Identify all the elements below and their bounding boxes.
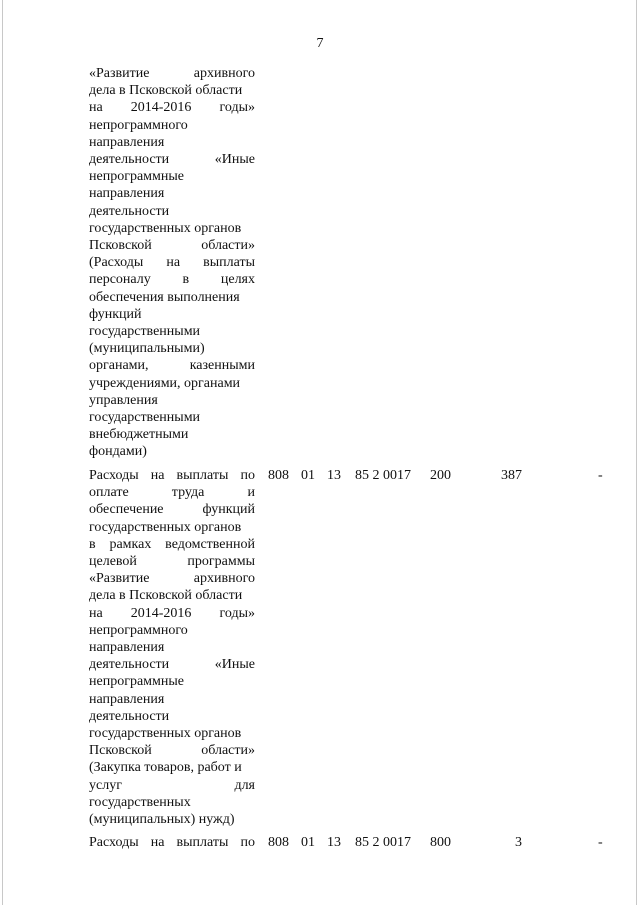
ministry-code: 808 xyxy=(268,468,289,483)
desc-line: Псковской области» xyxy=(89,743,255,759)
desc-line: обеспечения выполнения xyxy=(89,289,240,305)
section-code: 01 xyxy=(301,468,315,483)
desc-line: (Расходы на выплаты xyxy=(89,255,255,271)
target-article-code: 85 2 0017 xyxy=(355,468,411,483)
subsection-code: 13 xyxy=(327,468,341,483)
desc-line: направления xyxy=(89,640,165,656)
desc-line: персоналу в целях xyxy=(89,272,255,288)
desc-line: деятельности «Иные xyxy=(89,152,255,168)
desc-line: «Развитие архивного xyxy=(89,571,255,587)
amount-value: 387 xyxy=(501,468,522,483)
desc-line: направления xyxy=(89,134,165,150)
amount-dash: - xyxy=(598,835,603,850)
scan-edge-right xyxy=(636,0,637,905)
desc-line: на 2014-2016 годы» xyxy=(89,605,255,621)
amount-value: 3 xyxy=(515,835,522,850)
desc-line: непрограммные xyxy=(89,674,184,690)
target-article-code: 85 2 0017 xyxy=(355,835,411,850)
desc-line: Расходы на выплаты по xyxy=(89,468,255,483)
desc-line: фондами) xyxy=(89,444,147,460)
desc-line: функций xyxy=(89,306,142,322)
ministry-code: 808 xyxy=(268,835,289,850)
desc-line: услуг для xyxy=(89,777,255,793)
desc-line: в рамках ведомственной xyxy=(89,536,255,552)
desc-line: государственными xyxy=(89,324,201,340)
desc-line: оплате труда и xyxy=(89,485,255,501)
desc-line: «Развитие архивного xyxy=(89,66,255,81)
desc-line: непрограммные xyxy=(89,169,184,185)
desc-line: (Закупка товаров, работ и xyxy=(89,760,242,776)
desc-line: Псковской области» xyxy=(89,238,255,254)
section-code: 01 xyxy=(301,835,315,850)
desc-line: непрограммного xyxy=(89,117,188,133)
desc-line: государственных органов xyxy=(89,220,242,236)
desc-line: деятельности xyxy=(89,203,170,219)
desc-line: управления xyxy=(89,392,158,408)
desc-line: учреждениями, органами xyxy=(89,375,241,391)
scan-edge-left xyxy=(2,0,3,905)
desc-line: государственных xyxy=(89,794,191,810)
expense-type-code: 800 xyxy=(430,835,451,850)
desc-line: (муниципальными) xyxy=(89,341,205,357)
row-description xyxy=(89,467,255,828)
desc-line: (муниципальных) нужд) xyxy=(89,812,235,828)
desc-line: Расходы на выплаты по xyxy=(89,835,255,850)
desc-line: органами, казенными xyxy=(89,358,255,374)
desc-line: внебюджетными xyxy=(89,427,189,443)
desc-line: непрограммного xyxy=(89,622,188,638)
expense-type-code: 200 xyxy=(430,468,451,483)
desc-line: обеспечение функций xyxy=(89,502,255,518)
desc-line: направления xyxy=(89,691,165,707)
desc-line: государственными xyxy=(89,410,201,426)
desc-line: дела в Псковской области xyxy=(89,83,243,99)
desc-line: деятельности «Иные xyxy=(89,657,255,673)
desc-line: дела в Псковской области xyxy=(89,588,243,604)
row-description xyxy=(89,834,255,851)
desc-line: государственных органов xyxy=(89,519,242,535)
desc-line: на 2014-2016 годы» xyxy=(89,100,255,116)
desc-line: целевой программы xyxy=(89,554,255,570)
page-number: 7 xyxy=(316,36,324,51)
desc-line: направления xyxy=(89,186,165,202)
desc-line: государственных органов xyxy=(89,726,242,742)
amount-dash: - xyxy=(598,468,603,483)
row-description-continued xyxy=(89,65,255,461)
subsection-code: 13 xyxy=(327,835,341,850)
desc-line: деятельности xyxy=(89,708,170,724)
